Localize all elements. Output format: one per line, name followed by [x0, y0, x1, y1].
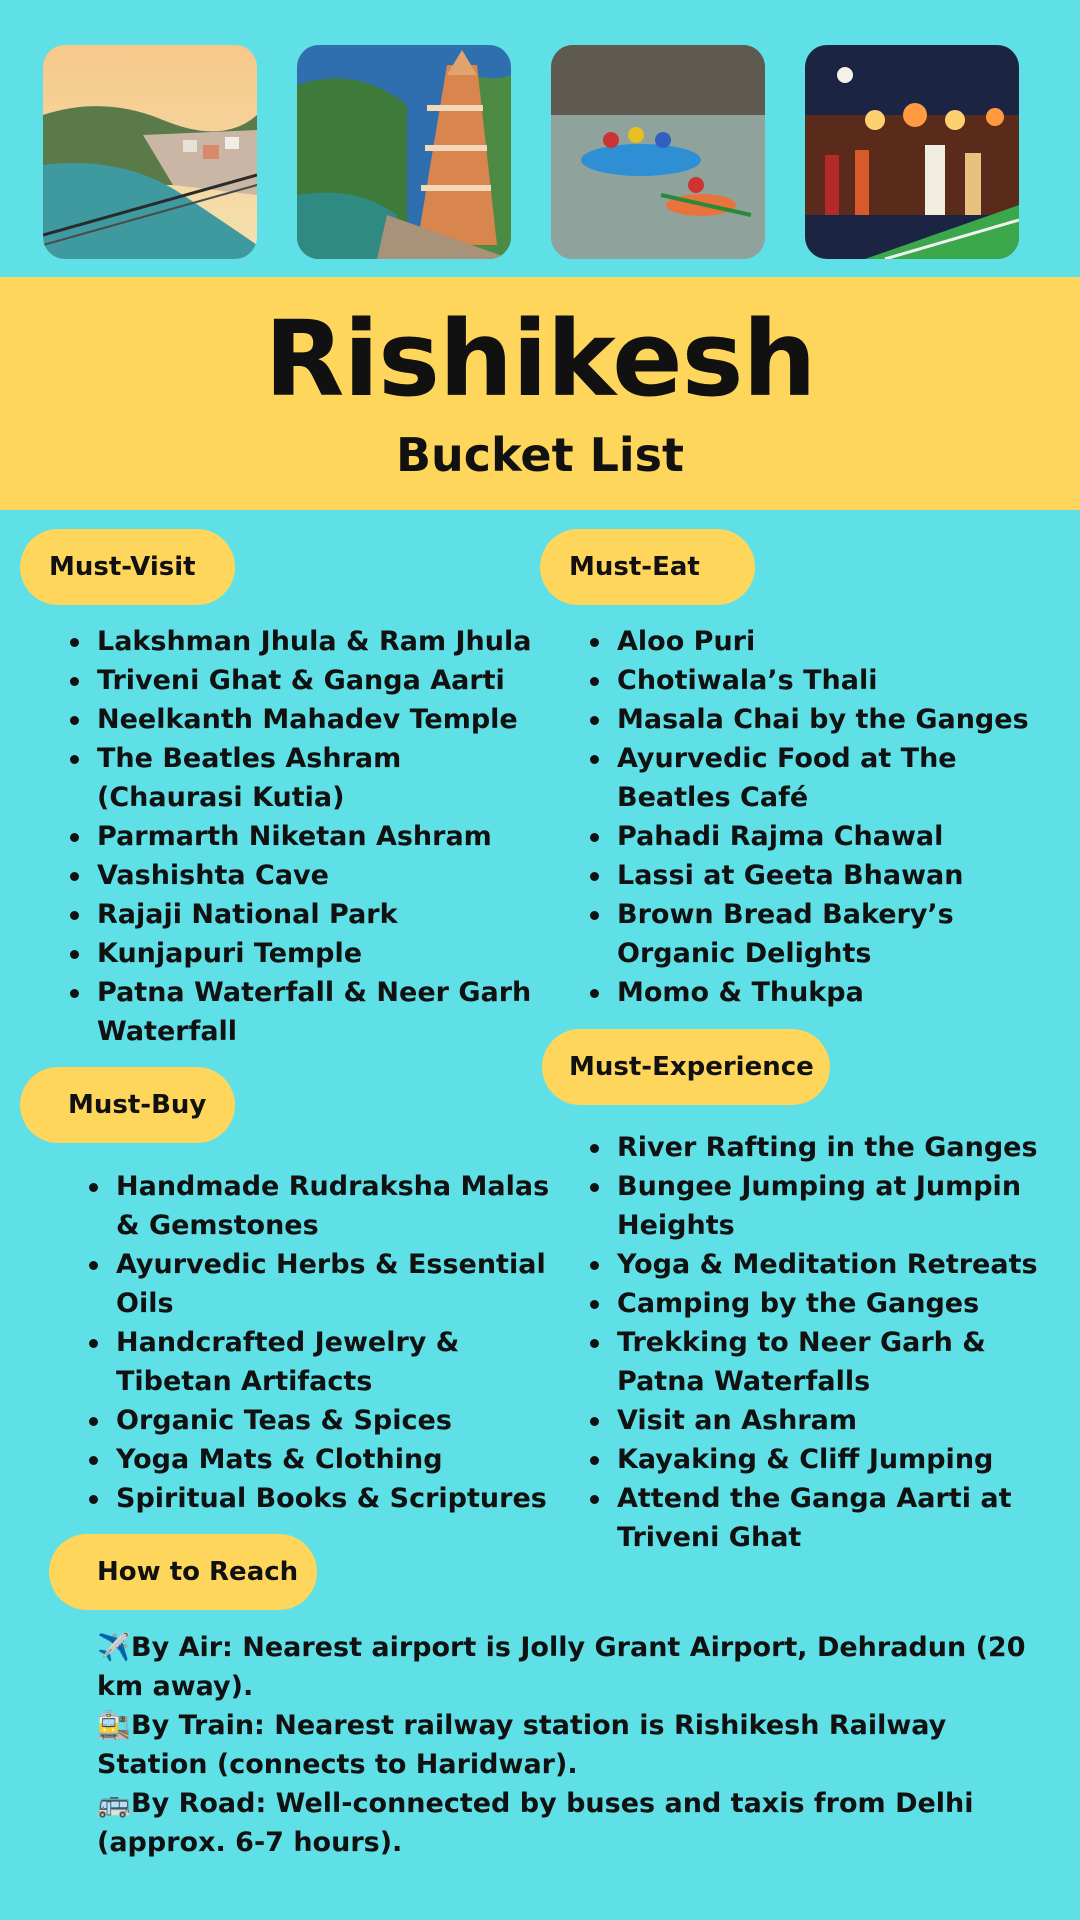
list-item: Visit an Ashram — [617, 1401, 1057, 1440]
must-buy-list — [116, 1167, 556, 1518]
must-visit-list — [97, 622, 537, 1051]
bus-icon: 🚌 — [97, 1788, 131, 1819]
list-item: Brown Bread Bakery’s Organic Delights — [617, 895, 1057, 973]
list-item: Parmarth Niketan Ashram — [97, 817, 537, 856]
list-item: Yoga Mats & Clothing — [116, 1440, 556, 1479]
list-item: Lassi at Geeta Bhawan — [617, 856, 1057, 895]
list-item: Bungee Jumping at Jumpin Heights — [617, 1167, 1057, 1245]
must-eat-list — [617, 622, 1057, 1012]
list-item: Lakshman Jhula & Ram Jhula — [97, 622, 537, 661]
list-item: Handcrafted Jewelry & Tibetan Artifacts — [116, 1323, 556, 1401]
list-item: Kayaking & Cliff Jumping — [617, 1440, 1057, 1479]
section-label-how-to-reach: How to Reach — [49, 1534, 317, 1610]
list-item: Neelkanth Mahadev Temple — [97, 700, 537, 739]
reach-text: By Road: Well-connected by buses and taxis from Delhi (approx. 6-7 hours). — [97, 1788, 974, 1858]
list-item: Ayurvedic Herbs & Essential Oils — [116, 1245, 556, 1323]
list-item: Kunjapuri Temple — [97, 934, 537, 973]
list-item: Trekking to Neer Garh & Patna Waterfalls — [617, 1323, 1057, 1401]
list-item: Handmade Rudraksha Malas & Gemstones — [116, 1167, 556, 1245]
temple-tower-photo — [297, 45, 511, 259]
list-item: Yoga & Meditation Retreats — [617, 1245, 1057, 1284]
list-item: Camping by the Ganges — [617, 1284, 1057, 1323]
reach-line-road — [97, 1784, 1027, 1862]
section-label-must-buy: Must-Buy — [20, 1067, 235, 1143]
list-item: Rajaji National Park — [97, 895, 537, 934]
list-item: Attend the Ganga Aarti at Triveni Ghat — [617, 1479, 1057, 1557]
page-subtitle: Bucket List — [395, 428, 685, 482]
list-item: Patna Waterfall & Neer Garh Waterfall — [97, 973, 537, 1051]
reach-text: By Air: Nearest airport is Jolly Grant Airport, Dehradun (20 km away). — [97, 1632, 1026, 1702]
airplane-icon: ✈️ — [97, 1632, 131, 1663]
section-label-must-visit: Must-Visit — [20, 529, 235, 605]
list-item: Pahadi Rajma Chawal — [617, 817, 1057, 856]
list-item: Triveni Ghat & Ganga Aarti — [97, 661, 537, 700]
title-banner — [0, 277, 1080, 510]
section-label-must-experience: Must-Experience — [542, 1029, 830, 1105]
suspension-bridge-river-photo — [43, 45, 257, 259]
list-item: Vashishta Cave — [97, 856, 537, 895]
list-item: Organic Teas & Spices — [116, 1401, 556, 1440]
river-rafting-photo — [551, 45, 765, 259]
list-item: River Rafting in the Ganges — [617, 1128, 1057, 1167]
list-item: Aloo Puri — [617, 622, 1057, 661]
list-item: Masala Chai by the Ganges — [617, 700, 1057, 739]
train-station-icon: 🚉 — [97, 1710, 131, 1741]
ganga-aarti-photo — [805, 45, 1019, 259]
list-item: Ayurvedic Food at The Beatles Café — [617, 739, 1057, 817]
page-title: Rishikesh — [264, 298, 816, 420]
reach-line-air — [97, 1628, 1027, 1706]
must-experience-list — [617, 1128, 1057, 1557]
how-to-reach-text — [97, 1628, 1027, 1862]
list-item: Spiritual Books & Scriptures — [116, 1479, 556, 1518]
reach-line-train — [97, 1706, 1027, 1784]
list-item: Chotiwala’s Thali — [617, 661, 1057, 700]
reach-text: By Train: Nearest railway station is Rishikesh Railway Station (connects to Haridwar). — [97, 1710, 947, 1780]
section-label-must-eat: Must-Eat — [540, 529, 755, 605]
list-item: The Beatles Ashram (Chaurasi Kutia) — [97, 739, 537, 817]
list-item: Momo & Thukpa — [617, 973, 1057, 1012]
